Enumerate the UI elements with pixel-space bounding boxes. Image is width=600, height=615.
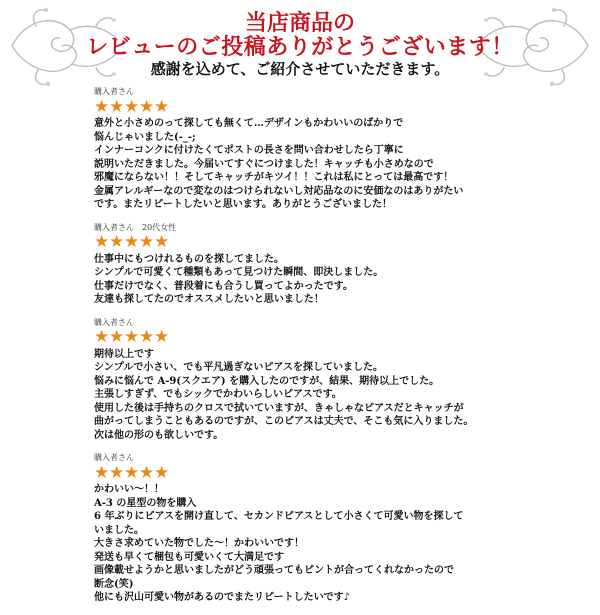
star-icon: ★ (109, 232, 125, 252)
review-text-line: 曲がってしまうこともあるのですが、このピアスは丈夫で、そこも気に入りました。 (94, 416, 474, 427)
review-text-line: 仕事だけでなく、普段着にも合うし買ってよかったです。 (94, 280, 353, 292)
review-text-line: 期待以上です (94, 348, 154, 360)
star-icon: ★ (94, 327, 110, 347)
star-icon: ★ (154, 327, 170, 347)
review-text-line: 説明いただきました。今届いてすぐにつけました！キャッチも小さめなので (94, 158, 434, 170)
star-icon: ★ (124, 96, 140, 117)
star-icon: ★ (124, 232, 140, 252)
review-text-line: 断念(笑) (94, 578, 134, 590)
review-item (94, 317, 514, 443)
star-icon: ★ (124, 327, 140, 347)
star-icon: ★ (109, 327, 125, 347)
review-text-line: 金属アレルギーなので変なのはつけられないし対応品なのに安価なのはありがたい (94, 185, 464, 197)
star-rating (94, 234, 514, 252)
star-rating (94, 98, 514, 116)
star-rating (94, 464, 514, 482)
review-text-line: 友達も探してたのでオススメしたいと思いました！ (94, 294, 324, 305)
review-item (94, 222, 514, 307)
star-icon: ★ (139, 327, 155, 347)
star-rating (94, 329, 514, 347)
review-text-line: 悩んじゃいました(-_-; (94, 131, 196, 143)
review-text-line: 6 年ぶりにピアスを開け直して、セカンドピアスとして小さくて可愛い物を探して (94, 511, 464, 522)
review-text-line: 次は他の形のも欲しいです。 (94, 429, 224, 441)
review-text-line: シンプルで可愛くて種類もあって見つけた瞬間、即決しました。 (94, 267, 384, 278)
review-text-line: シンプルで小さい、でも平凡過ぎないピアスを探していました。 (94, 362, 383, 373)
review-text-line: A-3 の星型の物を購入 (94, 497, 197, 509)
review-text-line: 邪魔にならない！！そしてキャッチがキツイ！！これは私にとっては最高です！ (94, 172, 454, 183)
star-icon: ★ (154, 96, 170, 117)
review-text-line: 悩みに悩んで A-9(スクエア) を購入したのですが、結果、期待以上でした。 (94, 375, 440, 387)
header-subtitle: 感謝を込めて、ご紹介させていただきます。 (150, 60, 450, 78)
reviewer-name: 購入者さん (94, 87, 134, 96)
star-icon: ★ (124, 462, 140, 483)
review-text-line: いました。 (94, 524, 144, 536)
header-banner (0, 0, 600, 86)
review-text-line: 他にも沢山可愛い物があるのでまたリピートしたいです♪ (94, 592, 350, 603)
review-text-line: かわいい〜！！ (94, 484, 164, 495)
review-text-line: 使用した後は手持ちのクロスで拭いていますが、きゃしゃなピアスだとキャッチが (94, 402, 464, 414)
review-text-line: 画像載せようかと思いましたがどう頑張ってもピントが合ってくれなかったので (94, 565, 454, 576)
review-text-line: 仕事中にもつけれるものを探してました。 (94, 253, 284, 265)
star-icon: ★ (139, 232, 155, 252)
header-title-line2: レビューのご投稿ありがとうございます！ (86, 34, 514, 60)
star-icon: ★ (154, 462, 170, 483)
reviewer-name: 購入者さん (94, 317, 134, 327)
review-text-line: 意外と小さめのって探しても無くて…デザインもかわいいのばかりで (94, 118, 404, 129)
star-icon: ★ (94, 462, 110, 483)
review-item (94, 86, 514, 212)
review-text-line: です。またリピートしたいと思います。ありがとうございました！ (94, 199, 392, 210)
review-item (94, 452, 514, 605)
star-icon: ★ (94, 232, 110, 252)
star-icon: ★ (109, 462, 125, 483)
star-icon: ★ (154, 232, 170, 252)
star-icon: ★ (139, 96, 155, 117)
review-text-line: 発送も早くて梱包も可愛いくて大満足です (94, 551, 284, 563)
review-text-line: インナーコンクに付けたくてポストの長さを問い合わせしたら丁寧に (94, 145, 404, 156)
reviewer-name: 購入者さん 20代女性 (94, 222, 177, 232)
review-list (94, 86, 514, 615)
review-text-line: 主張しすぎず、でもシックでかわいらしいピアスです。 (94, 389, 342, 400)
reviewer-name: 購入者さん (94, 453, 134, 462)
header-title-line1: 当店商品の (244, 10, 355, 36)
star-icon: ★ (109, 96, 125, 117)
review-text-line: 大きさ求めていた物でした〜！かわいいです！ (94, 538, 304, 549)
star-icon: ★ (139, 462, 155, 483)
star-icon: ★ (94, 96, 110, 117)
